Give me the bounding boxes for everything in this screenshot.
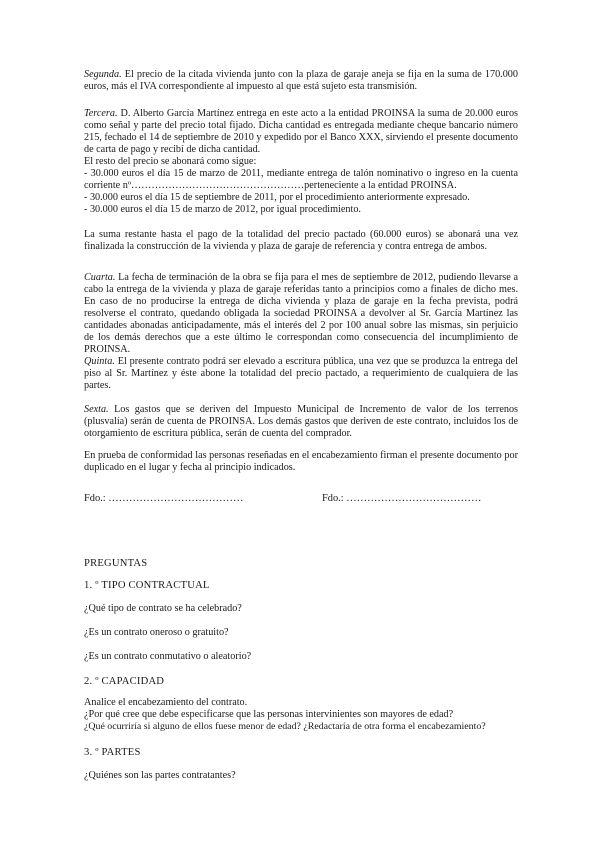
clause-sexta bbox=[84, 404, 518, 440]
clause-label: Cuarta. bbox=[84, 272, 116, 283]
question: Analice el encabezamiento del contrato. bbox=[84, 697, 248, 708]
clause-tercera bbox=[84, 108, 518, 216]
section-heading: 3. º PARTES bbox=[84, 747, 141, 758]
clause-text: La fecha de terminación de la obra se fija para el mes de septiembre de 2012, pudiendo llevarse a cabo la entrega de la vivienda y plaza de garaje referidas tanto a principios como a finales de dicho mes. En caso de no producirse la entrega de dicha vivienda y plaza de garaje en la fecha prevista, podrá resolverse el contrato, quedando obligada la sociedad PROINSA a devolver al Sr. García Martínez las cantidades abonadas anticipadamente, más el interés del 2 por 100 anual sobre las mismas, sin perjuicio de los demás derechos que a este último le correspondan como consecuencia del incumplimiento de PROINSA. bbox=[84, 272, 519, 355]
clause-segunda bbox=[84, 69, 518, 93]
clause-quinta bbox=[84, 356, 518, 392]
clause-text: La suma restante hasta el pago de la totalidad del precio pactado (60.000 euros) se abonará una vez finalizada la construcción de la vivienda y plaza de garaje de referencia y contra entrega de ambos. bbox=[84, 229, 518, 252]
clause-label: Segunda. bbox=[84, 69, 122, 80]
clause-text: D. Alberto García Martínez entrega en este acto a la entidad PROINSA la suma de 20.000 euros como señal y parte del precio total fijado. Dicha cantidad es entregada mediante cheque bancario número 215, fechado el 14 de septiembre de 2010 y expedido por el Banco XXX, sirviendo el presente documento de carta de pago y recibí de dicha cantidad. bbox=[84, 108, 519, 155]
questions-title: PREGUNTAS bbox=[84, 558, 148, 569]
clause-text: El presente contrato podrá ser elevado a escritura pública, una vez que se produzca la entrega del piso al Sr. Martínez y éste abone la totalidad del precio pactado, a requerimiento de cualquiera de las partes. bbox=[84, 356, 518, 391]
signature-line-1: Fdo.: ………………………………… bbox=[84, 493, 244, 504]
clause-text: Los gastos que se deriven del Impuesto Municipal de Incremento de valor de los terrenos (plusvalía) serán de cuenta de PROINSA. Los demás gastos que deriven de este contrato, incluidos los de otorgamiento de escritura pública, serán de cuenta del comprador. bbox=[84, 404, 518, 439]
clause-label: Quinta. bbox=[84, 356, 115, 367]
question: ¿Qué tipo de contrato se ha celebrado? bbox=[84, 603, 242, 614]
question: ¿Quiénes son las partes contratantes? bbox=[84, 770, 236, 781]
question: ¿Es un contrato oneroso o gratuito? bbox=[84, 627, 229, 638]
question: ¿Por qué cree que debe especificarse que las personas intervinientes son mayores de edad? bbox=[84, 709, 454, 720]
payment-item: - 30.000 euros el día 15 de marzo de 2011, mediante entrega de talón nominativo o ingreso en la cuenta corriente nº……………………………………………perteneciente a la entidad PROINSA. bbox=[84, 168, 518, 191]
clause-text: El precio de la citada vivienda junto con la plaza de garaje aneja se fija en la suma de 170.000 euros, más el IVA correspondiente al impuesto al que está sujeto esta transmisión. bbox=[84, 69, 518, 92]
section-heading: 2. º CAPACIDAD bbox=[84, 676, 165, 687]
closing-text: En prueba de conformidad las personas reseñadas en el encabezamiento firman el presente documento por duplicado en el lugar y fecha al principio indicados. bbox=[84, 450, 518, 473]
section-heading: 1. º TIPO CONTRACTUAL bbox=[84, 580, 210, 591]
signature-line-2: Fdo.: ………………………………… bbox=[322, 493, 482, 504]
clause-label: Sexta. bbox=[84, 404, 109, 415]
payment-item: - 30.000 euros el día 15 de septiembre de 2011, por el procedimiento anteriormente expresado. bbox=[84, 192, 470, 203]
payment-item: - 30.000 euros el día 15 de marzo de 2012, por igual procedimiento. bbox=[84, 204, 361, 215]
question: ¿Qué ocurriría si alguno de ellos fuese menor de edad? ¿Redactaría de otra forma el encabezamiento? bbox=[84, 721, 486, 732]
payment-intro: El resto del precio se abonará como sigue: bbox=[84, 156, 257, 167]
clause-cuarta bbox=[84, 272, 518, 356]
question: ¿Es un contrato conmutativo o aleatorio? bbox=[84, 651, 252, 662]
clause-label: Tercera. bbox=[84, 108, 118, 119]
clause-tercera-final bbox=[84, 229, 518, 253]
closing-paragraph bbox=[84, 450, 518, 474]
